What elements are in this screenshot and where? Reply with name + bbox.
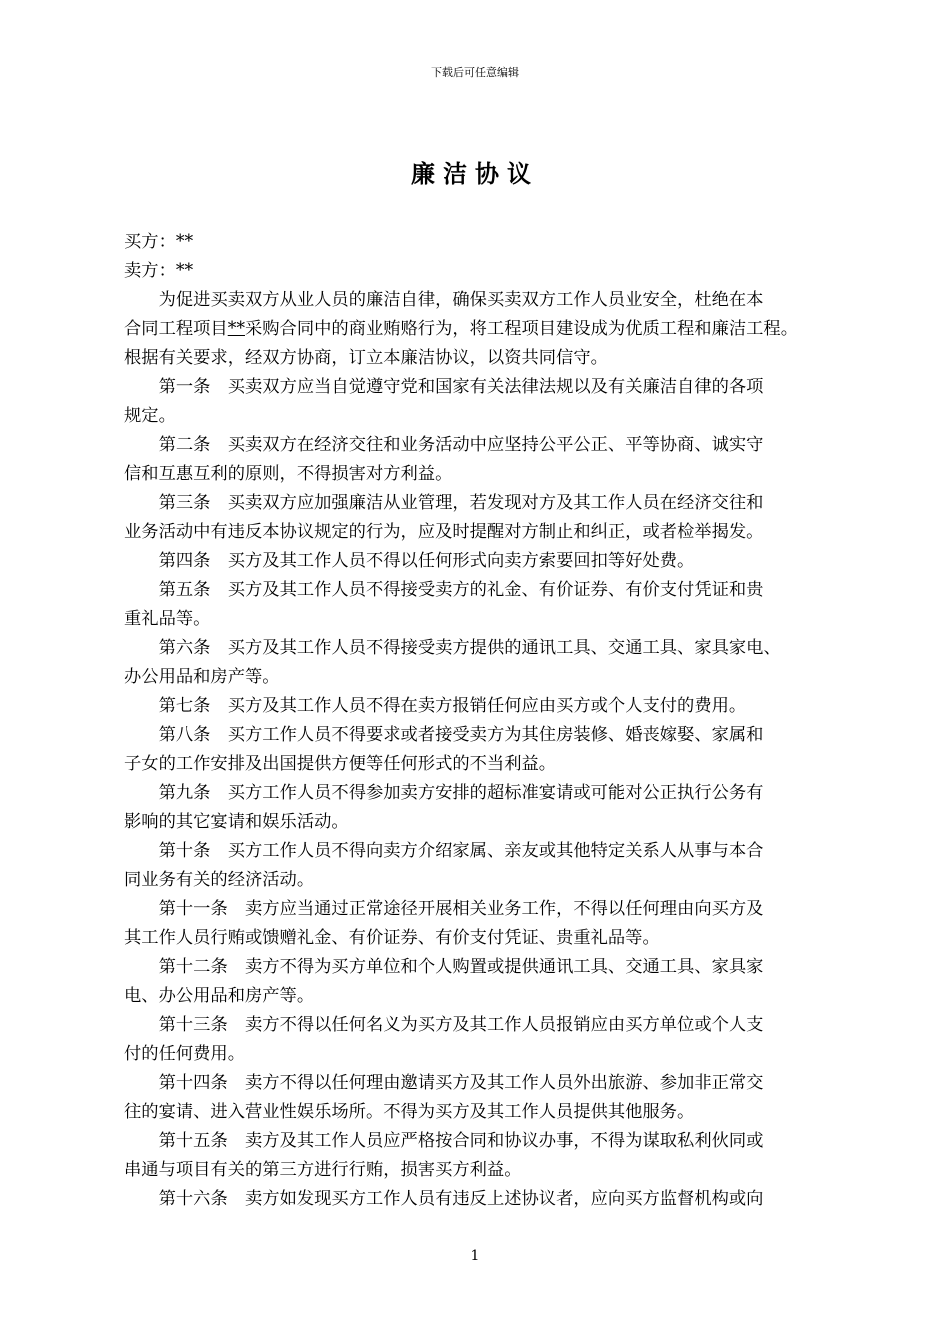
article-line: 第七条 买方及其工作人员不得在卖方报销任何应由买方或个人支付的费用。	[158, 696, 747, 716]
article-line: 第十二条 卖方不得为买方单位和个人购置或提供通讯工具、交通工具、家具家	[158, 957, 764, 977]
document-title: 廉洁协议	[411, 159, 539, 188]
intro-paragraph	[124, 286, 852, 373]
article-9	[124, 779, 852, 837]
article-line: 第十五条 卖方及其工作人员应严格按合同和协议办事，不得为谋取私利伙同或	[158, 1131, 764, 1151]
article-line: 规定。	[124, 406, 176, 426]
article-14	[124, 1069, 852, 1127]
article-line: 第三条 买卖双方应加强廉洁从业管理，若发现对方及其工作人员在经济交往和	[158, 493, 764, 513]
intro-text: 合同工程项目	[124, 319, 228, 339]
article-3	[124, 489, 852, 547]
article-line: 第九条 买方工作人员不得参加卖方安排的超标准宴请或可能对公正执行公务有	[158, 783, 764, 803]
seller-line: 卖方：**	[124, 261, 194, 281]
article-10	[124, 837, 852, 895]
article-11	[124, 895, 852, 953]
buyer-line: 买方：**	[124, 232, 194, 252]
intro-line: 根据有关要求，经双方协商，订立本廉洁协议，以资共同信守。	[124, 348, 608, 368]
article-line: 第五条 买方及其工作人员不得接受卖方的礼金、有价证券、有价支付凭证和贵	[158, 580, 764, 600]
articles-list	[124, 373, 852, 1214]
article-line: 其工作人员行贿或馈赠礼金、有价证券、有价支付凭证、贵重礼品等。	[124, 928, 660, 948]
article-line: 影响的其它宴请和娱乐活动。	[124, 812, 349, 832]
article-line: 第六条 买方及其工作人员不得接受卖方提供的通讯工具、交通工具、家具家电、	[158, 638, 781, 658]
article-line: 往的宴请、进入营业性娱乐场所。不得为买方及其工作人员提供其他服务。	[124, 1102, 695, 1122]
article-13	[124, 1011, 852, 1069]
article-12	[124, 953, 852, 1011]
article-line: 第十三条 卖方不得以任何名义为买方及其工作人员报销应由买方单位或个人支	[158, 1015, 764, 1035]
document-body	[124, 228, 852, 1214]
intro-line: 为促进买卖双方从业人员的廉洁自律，确保买卖双方工作人员业安全，杜绝在本	[158, 290, 764, 310]
article-line: 第十一条 卖方应当通过正常途径开展相关业务工作，不得以任何理由向买方及	[158, 899, 764, 919]
page-number: 1	[470, 1248, 480, 1264]
article-4	[124, 547, 852, 576]
article-line: 第十四条 卖方不得以任何理由邀请买方及其工作人员外出旅游、参加非正常交	[158, 1073, 764, 1093]
article-line: 同业务有关的经济活动。	[124, 870, 315, 890]
article-line: 串通与项目有关的第三方进行行贿，损害买方利益。	[124, 1160, 522, 1180]
intro-line	[124, 315, 852, 344]
article-line: 付的任何费用。	[124, 1044, 245, 1064]
article-5	[124, 576, 852, 634]
article-line: 第十六条 卖方如发现买方工作人员有违反上述协议者，应向买方监督机构或向	[158, 1189, 764, 1209]
header-note: 下载后可任意编辑	[431, 66, 519, 79]
article-line: 电、办公用品和房产等。	[124, 986, 315, 1006]
article-6	[124, 634, 852, 692]
article-line: 重礼品等。	[124, 609, 211, 629]
article-line: 第八条 买方工作人员不得要求或者接受卖方为其住房装修、婚丧嫁娶、家属和	[158, 725, 764, 745]
article-line: 第二条 买卖双方在经济交往和业务活动中应坚持公平公正、平等协商、诚实守	[158, 435, 764, 455]
project-name-placeholder: **	[227, 319, 245, 339]
article-line: 第一条 买卖双方应当自觉遵守党和国家有关法律法规以及有关廉洁自律的各项	[158, 377, 764, 397]
article-line: 子女的工作安排及出国提供方便等任何形式的不当利益。	[124, 754, 557, 774]
article-7	[124, 692, 852, 721]
article-line: 信和互惠互利的原则，不得损害对方利益。	[124, 464, 453, 484]
article-8	[124, 721, 852, 779]
article-16	[124, 1185, 852, 1214]
article-line: 办公用品和房产等。	[124, 667, 280, 687]
article-2	[124, 431, 852, 489]
article-line: 第十条 买方工作人员不得向卖方介绍家属、亲友或其他特定关系人从事与本合	[158, 841, 764, 861]
intro-text: 采购合同中的商业贿赂行为，将工程项目建设成为优质工程和廉洁工程。	[244, 319, 798, 339]
article-15	[124, 1127, 852, 1185]
article-line: 业务活动中有违反本协议规定的行为，应及时提醒对方制止和纠正，或者检举揭发。	[124, 522, 764, 542]
article-line: 第四条 买方及其工作人员不得以任何形式向卖方索要回扣等好处费。	[158, 551, 695, 571]
article-1	[124, 373, 852, 431]
